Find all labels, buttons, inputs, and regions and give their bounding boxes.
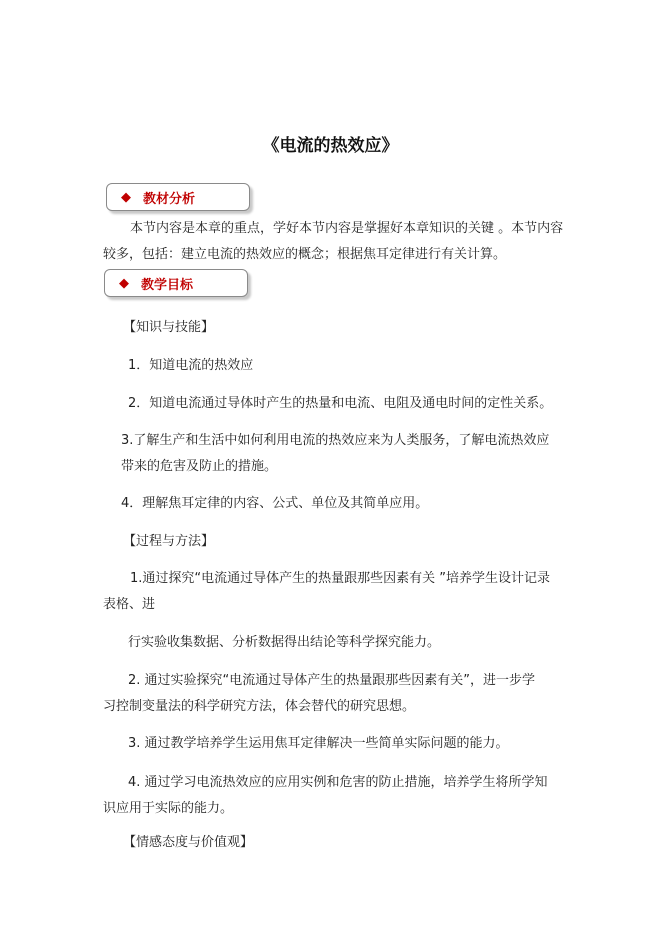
section-label-analysis: 教材分析 bbox=[143, 191, 196, 207]
analysis-line-2: 较多，包括：建立电流的热效应的概念；根据焦耳定律进行有关计算。 bbox=[103, 247, 507, 262]
knowledge-item-3-line-1: 3.了解生产和生活中如何利用电流的热效应来为人类服务，了解电流热效应 bbox=[121, 433, 550, 448]
knowledge-heading: 【知识与技能】 bbox=[123, 320, 215, 335]
knowledge-item-4: 4．理解焦耳定律的内容、公式、单位及其简单应用。 bbox=[121, 496, 429, 511]
analysis-line-1: 本节内容是本章的重点，学好本节内容是掌握好本章知识的关键 。本节内容 bbox=[130, 221, 564, 236]
knowledge-item-2: 2．知道电流通过导体时产生的热量和电流、电阻及通电时间的定性关系。 bbox=[128, 396, 553, 411]
process-item-1-line-1: 1.通过探究“电流通过导体产生的热量跟那些因素有关 ”培养学生设计记录 bbox=[130, 571, 551, 586]
knowledge-item-3-line-2: 带来的危害及防止的措施。 bbox=[121, 459, 278, 474]
process-item-1-line-2: 表格、进 bbox=[103, 597, 156, 612]
process-item-1-line-3: 行实验收集数据、分析数据得出结论等科学探究能力。 bbox=[128, 635, 441, 650]
process-item-2-line-2: 习控制变量法的科学研究方法，体会替代的研究思想。 bbox=[103, 699, 416, 714]
section-label-goals: 教学目标 bbox=[141, 277, 194, 293]
process-item-2-line-1: 2. 通过实验探究“电流通过导体产生的热量跟那些因素有关”，进一步学 bbox=[128, 673, 536, 688]
section-header-goals bbox=[104, 269, 248, 297]
page-title: 《电流的热效应》 bbox=[262, 136, 399, 156]
process-item-4-line-2: 识应用于实际的能力。 bbox=[103, 801, 234, 816]
section-header-analysis bbox=[106, 183, 250, 211]
process-item-3: 3. 通过教学培养学生运用焦耳定律解决一些简单实际问题的能力。 bbox=[128, 736, 509, 751]
process-item-4-line-1: 4. 通过学习电流热效应的应用实例和危害的防止措施，培养学生将所学知 bbox=[128, 775, 548, 790]
process-heading: 【过程与方法】 bbox=[123, 534, 215, 549]
knowledge-item-1: 1．知道电流的热效应 bbox=[128, 358, 254, 373]
diamond-bullet-icon: ◆ bbox=[121, 189, 131, 205]
emotion-heading: 【情感态度与价值观】 bbox=[123, 835, 254, 850]
diamond-bullet-icon: ◆ bbox=[119, 275, 129, 291]
